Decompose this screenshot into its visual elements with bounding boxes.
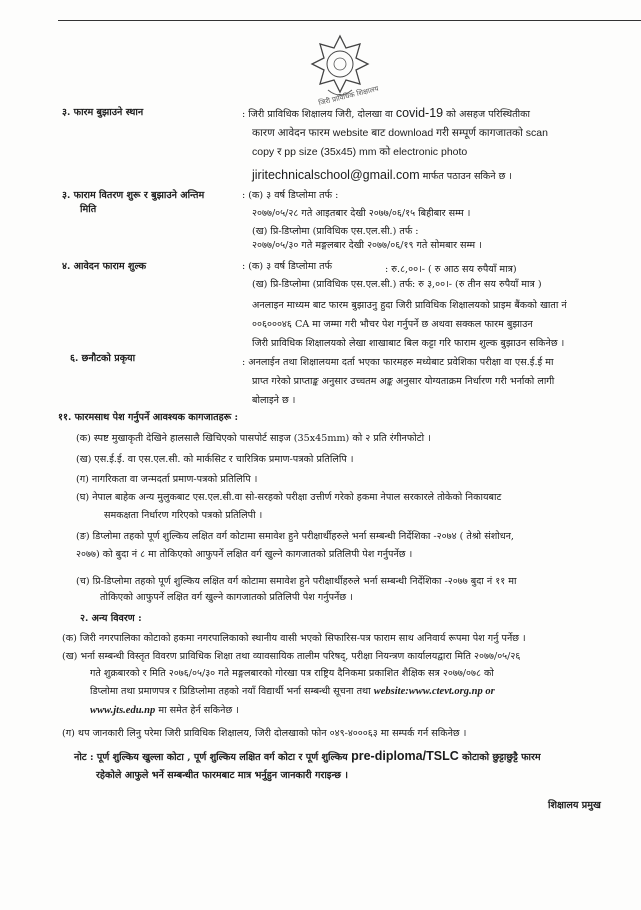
s4-line1b: : रु.८,००।- ( रु आठ सय रुपैयाँ मात्र) (385, 264, 517, 275)
s3b-heading: ३. फाराम वितरण शुरू र बुझाउने अन्तिम (62, 190, 205, 201)
s2-kha3: डिप्लोमा तथा प्रमाणपत्र र प्रिडिप्लोमा तहको नयाँ विद्यार्थी भर्ना सम्बन्धी सूचना तथा website:www.ctevt.org.np or (90, 686, 495, 697)
s3b-line2: २०७७/०५/२८ गते आइतबार देखी २०७७/०६/१५ बिहीबार सम्म । (252, 208, 471, 219)
s3-line3: copy र pp size (35x45) mm को electronic photo (252, 146, 468, 158)
signature-label: शिक्षालय प्रमुख (548, 800, 601, 811)
s3b-line1: : (क) ३ वर्ष डिप्लोमा तर्फ : (242, 190, 339, 201)
s2-heading: २. अन्य विवरण : (80, 613, 142, 624)
top-rule (58, 20, 641, 21)
s11-cha2: तोकिएको आफुपर्ने लक्षित वर्ग खुल्ने कागजातको प्रतिलिपी पेश गर्नुपर्नेछ । (100, 592, 353, 603)
s3-heading: ३. फारम बुझाउने स्थान (62, 107, 144, 118)
s2-ga: (ग) थप जानकारी लिनु परेमा जिरी प्राविधिक शिक्षालय, जिरी दोलखाको फोन ०४९-४०००६३ मा सम्पर्क गर्न सकिनेछ । (62, 728, 467, 739)
ctevt-link: website:www.ctevt.org.np or (373, 686, 495, 697)
s2-kha2: गते शुक्रबारको र मिति २०७६/०५/३० गते मङ्गलबारको गोरखा पत्र राष्ट्रिय दैनिकमा प्रकाशित शैक्षिक सत्र २०७७/०७८ को (90, 668, 494, 679)
s3-line2: कारण आवेदन फारम website बाट download गरी सम्पूर्ण कागजातको scan (252, 127, 548, 139)
s3b-line4: २०७७/०५/३० गते मङ्गलबार देखी २०७७/०६/१९ गते सोमबार सम्म । (252, 240, 482, 251)
school-stamp: जिरी प्राविधिक शिक्षालय (317, 84, 380, 108)
s3-line4: jiritechnicalschool@gmail.com मार्फत पठाउन सकिने छ । (252, 168, 513, 182)
s6-line3: बोलाइने छ । (252, 395, 296, 406)
s3-line1: : जिरी प्राविधिक शिक्षालय जिरी, दोलखा वा covid-19 को असहज परिस्थितीका (242, 106, 530, 120)
s6-line1: : अनलाईन तथा शिक्षालयमा दर्ता भएका फारमहरु मध्येबाट प्रवेशिका परीक्षा वा एस.ई.ई मा (242, 357, 554, 368)
s11-gha1: (घ) नेपाल बाहेक अन्य मुलुकबाट एस.एल.सी.वा सो-सरहको परीक्षा उत्तीर्ण गरेको हकमा नेपाल सरकारले तोकेको निकायबाट (76, 492, 502, 503)
s4-line2b: : रु ३,००।- (रु तीन सय रुपैयाँ मात्र ) (412, 279, 542, 290)
s4-line1a: : (क) ३ वर्ष डिप्लोमा तर्फ (242, 261, 333, 272)
s4-line4: ००६०००४६ CA मा जम्मा गरी भौचर पेश गर्नुपर्ने छ अथवा सक्कल फारम बुझाउन (252, 319, 533, 330)
s11-gha2: समकक्षता निर्धारण गरिएको पत्रको प्रतिलिपी । (104, 510, 263, 521)
s3b-heading2: मिति (80, 204, 97, 215)
s2-ka: (क) जिरी नगरपालिका कोटाको हकमा नगरपालिकाको स्थानीय वासी भएको सिफारिस-पत्र फाराम साथ अनिवार्य रूपमा पेश गर्नु पर्नेछ । (62, 633, 526, 644)
s11-nga1: (ङ) डिप्लोमा तहको पूर्ण शुल्किय लक्षित वर्ग कोटामा समावेश हुने परीक्षार्थीहरुले भर्ना सम्बन्धी निर्देशिका -२०७४ ( तेश्रो संशोधन, (76, 531, 514, 542)
s11-kha: (ख) एस.ई.ई. वा एस.एल.सी. को मार्कसिट र चारित्रिक प्रमाण-पत्रको प्रतिलिपि । (76, 454, 354, 465)
s11-ga: (ग) नागरिकता वा जन्मदर्ता प्रमाण-पत्रको प्रतिलिपि । (76, 474, 258, 485)
s4-line5: जिरी प्राविधिक शिक्षालयको लेखा शाखाबाट बिल कट्टा गरि फाराम शुल्क बुझाउन सकिनेछ । (252, 338, 565, 349)
s2-kha4: www.jts.edu.np मा समेत हेर्न सकिनेछ । (90, 705, 239, 716)
note-line2: रहेकोले आफुले भर्ने सम्बन्धीत फारमबाट मात्र भर्नुहुन जानकारी गराइन्छ । (96, 770, 348, 781)
s4-line2a: (ख) प्रि-डिप्लोमा (प्राविधिक एस.एल.सी.) तर्फ (252, 279, 413, 290)
s3b-line3: (ख) प्रि-डिप्लोमा (प्राविधिक एस.एल.सी.) तर्फ : (252, 226, 419, 237)
s2-kha1: (ख) भर्ना सम्बन्धी विस्तृत विवरण प्राविधिक शिक्षा तथा व्यावसायिक तालीम परिषद्, परीक्षा नियन्त्रण कार्यालयद्वारा मिति २०७७/०५/२६ (62, 651, 521, 662)
note-line1: नोट : पूर्ण शुल्किय खुल्ला कोटा , पूर्ण शुल्किय लक्षित वर्ग कोटा र पूर्ण शुल्किय pre-diploma/TSLC कोटाको छुट्टाछुट्टै फारम (74, 749, 541, 763)
s11-heading: ११. फारमसाथ पेश गर्नुपर्ने आवश्यक कागजातहरू : (58, 412, 239, 423)
s4-heading: ४. आवेदन फाराम शुल्क (62, 261, 147, 272)
email-text: jiritechnicalschool@gmail.com (252, 168, 420, 182)
s4-line3: अनलाइन माध्यम बाट फारम बुझाउनु हुदा जिरी प्राविधिक शिक्षालयको प्राइम बैंकको खाता नं (252, 300, 567, 311)
s11-ka: (क) स्पष्ट मुखाकृती देखिने हालसालै खिचिएको पासपोर्ट साइज (35x45mm) को २ प्रति रंगीनफोटो । (76, 433, 431, 444)
jts-link: www.jts.edu.np (90, 705, 156, 716)
s11-cha1: (च) प्रि-डिप्लोमा तहको पूर्ण शुल्किय लक्षित वर्ग कोटामा समावेश हुने परीक्षार्थीहरुले भर्ना सम्बन्धी निर्देशिका -२०७७ बुदा नं ११ मा (76, 576, 517, 587)
s6-heading: ६. छनौटको प्रकृया (70, 353, 136, 364)
s6-line2: प्राप्त गरेको प्राप्ताङ्क अनुसार उच्चतम अङ्क अनुसार योग्यताक्रम निर्धारण गरी भर्नाको लागी (252, 376, 555, 387)
s11-nga2: २०७७) को बुदा नं ८ मा तोकिएको आफुपर्ने लक्षित वर्ग खुल्ने कागजातको प्रतिलिपी पेश गर्नुपर्नेछ । (76, 549, 413, 560)
